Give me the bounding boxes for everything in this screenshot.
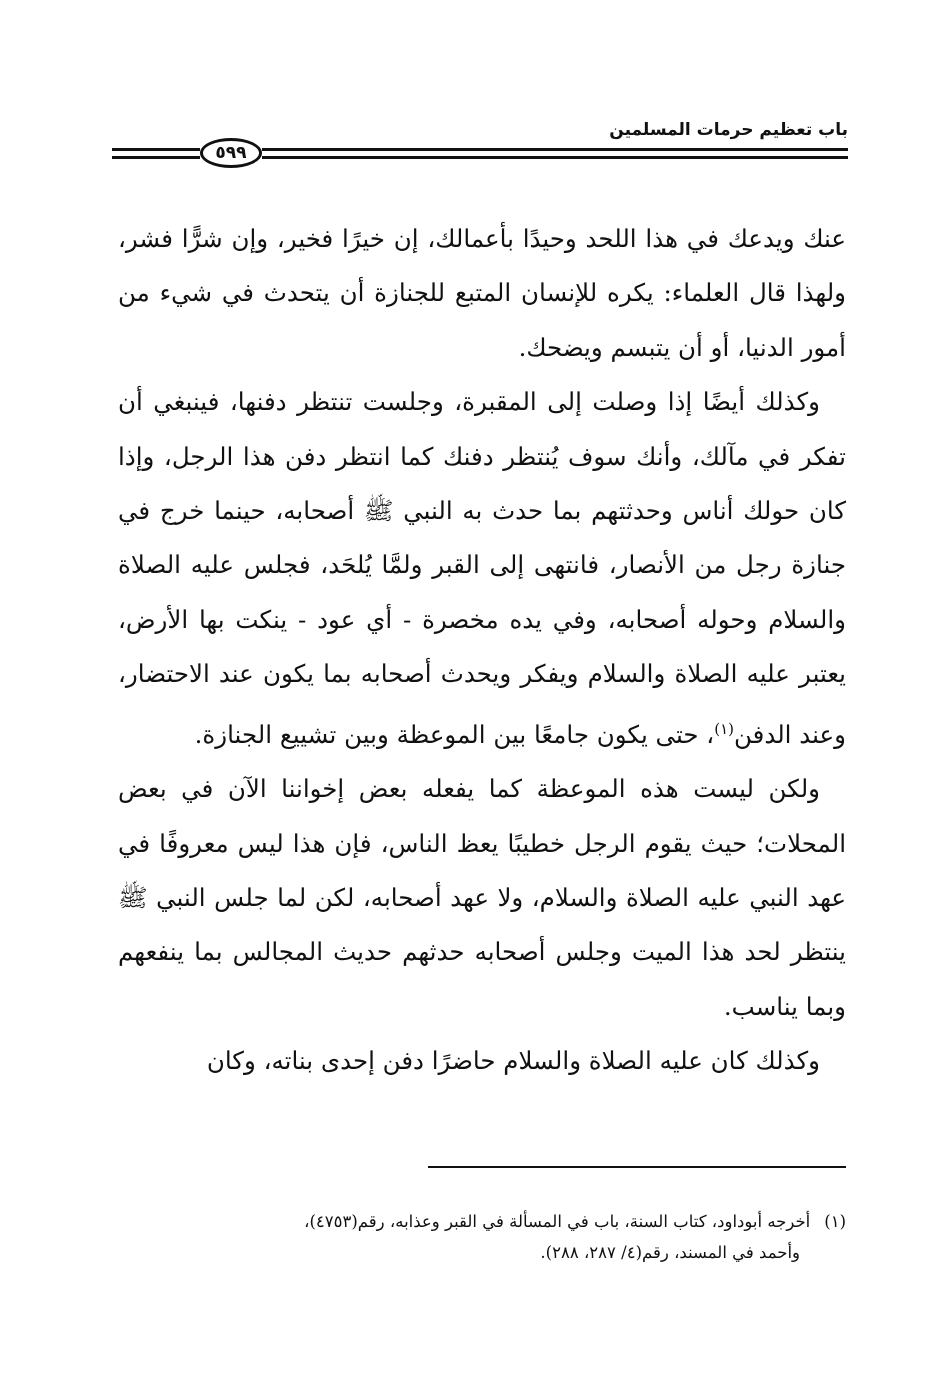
footnote <box>118 1206 846 1268</box>
header-rule <box>112 148 200 151</box>
header-rule <box>262 148 848 151</box>
paragraph: عنك ويدعك في هذا اللحد وحيدًا بأعمالك، إن خيرًا فخير، وإن شرًّا فشر، ولهذا قال العلماء: يكره للإنسان المتبع للجنازة أن يتحدث في شيء من أمور الدنيا، أو أن يتبسم ويضحك. <box>118 224 846 362</box>
footnote-marker: (١) <box>824 1212 846 1231</box>
footnote-line <box>118 1206 846 1237</box>
main-text <box>118 212 846 1089</box>
page-number: ٥٩٩ <box>200 138 262 168</box>
paragraph <box>118 375 846 762</box>
header-rule <box>112 156 200 159</box>
paragraph: ولكن ليست هذه الموعظة كما يفعله بعض إخواننا الآن في بعض المحلات؛ حيث يقوم الرجل خطيبًا يعظ الناس، فإن هذا ليس معروفًا في عهد النبي عليه الصلاة والسلام، ولا عهد أصحابه، لكن لما جلس النبي ﷺ ينتظر لحد هذا الميت وجلس أصحابه حدثهم حديث المجالس بما ينفعهم وبما يناسب. <box>118 774 846 1021</box>
footnote-divider <box>428 1166 846 1168</box>
paragraph-text: وكذلك أيضًا إذا وصلت إلى المقبرة، وجلست تنتظر دفنها، فينبغي أن تفكر في مآلك، وأنك سوف يُنتظر دفنك كما انتظر دفن هذا الرجل، وإذا كان حولك أناس وحدثتهم بما حدث به النبي ﷺ أصحابه، حينما خرج في جنازة رجل من الأنصار، فانتهى إلى القبر ولمَّا يُلحَد، فجلس عليه الصلاة والسلام وحوله أصحابه، وفي يده مخصرة - أي عود - ينكت بها الأرض، يعتبر عليه الصلاة والسلام ويفكر ويحدث أصحابه بما يكون عند الاحتضار، وعند الدفن <box>118 387 846 749</box>
page-header <box>112 118 848 178</box>
footnote-text: أخرجه أبوداود، كتاب السنة، باب في المسألة في القبر وعذابه، رقم(٤٧٥٣)، <box>304 1212 811 1231</box>
footnote-reference: (١) <box>714 719 734 738</box>
chapter-title: باب تعظيم حرمات المسلمين <box>609 120 848 140</box>
footnote-line: وأحمد في المسند، رقم(٤/ ٢٨٧، ٢٨٨). <box>540 1243 800 1262</box>
paragraph-text: ، حتى يكون جامعًا بين الموعظة وبين تشييع الجنازة. <box>194 719 715 749</box>
header-rule <box>262 156 848 159</box>
paragraph: وكذلك كان عليه الصلاة والسلام حاضرًا دفن إحدى بناته، وكان <box>206 1046 820 1076</box>
